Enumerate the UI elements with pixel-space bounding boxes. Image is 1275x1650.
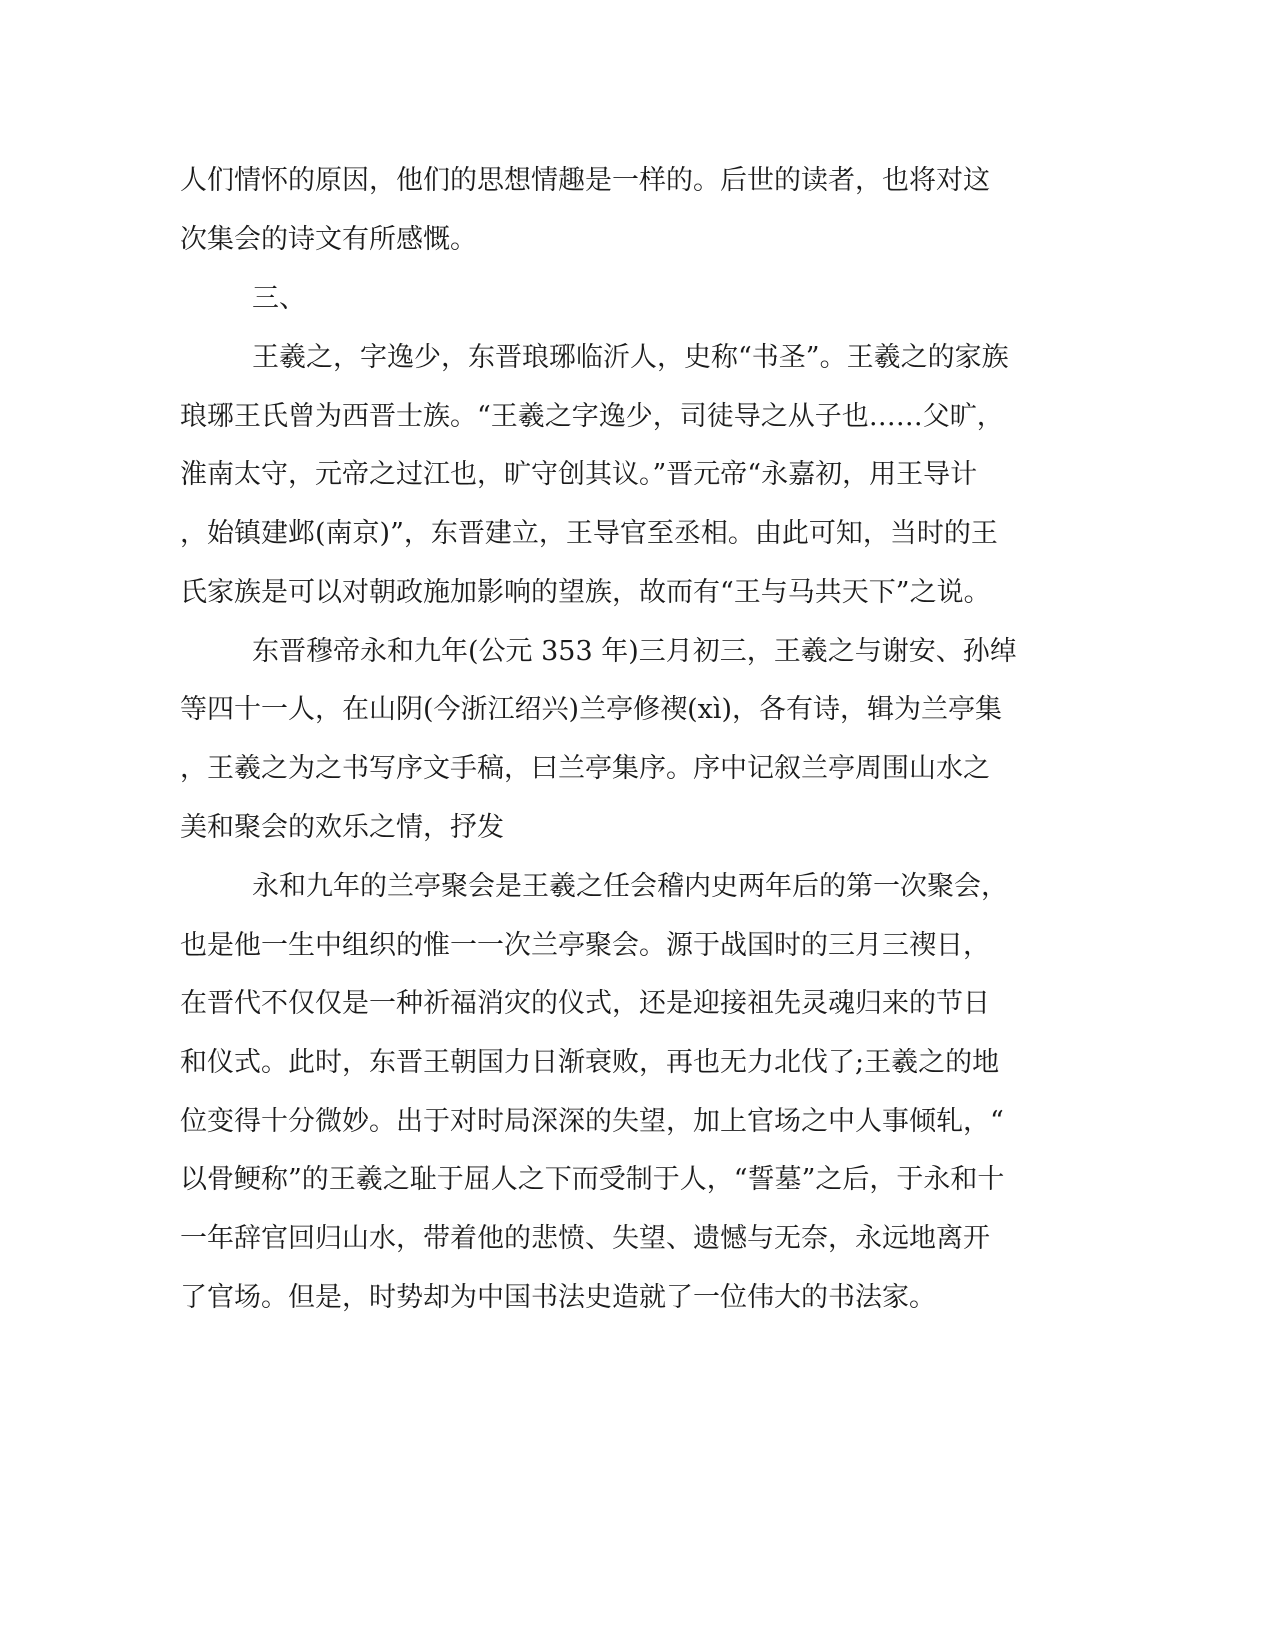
text-line: ，王羲之为之书写序文手稿，曰兰亭集序。序中记叙兰亭周围山水之	[180, 753, 990, 784]
text-line: 美和聚会的欢乐之情，抒发	[180, 812, 504, 843]
text-line: 东晋穆帝永和九年(公元 353 年)三月初三，王羲之与谢安、孙绰	[252, 636, 1017, 667]
text-line: 也是他一生中组织的惟一一次兰亭聚会。源于战国时的三月三禊日，	[180, 930, 990, 961]
text-line: 以骨鲠称”的王羲之耻于屈人之下而受制于人，“誓墓”之后，于永和十	[180, 1164, 1005, 1195]
text-line: 人们情怀的原因，他们的思想情趣是一样的。后世的读者，也将对这	[180, 165, 990, 196]
text-line: 王羲之，字逸少，东晋琅琊临沂人，史称“书圣”。王羲之的家族	[252, 342, 1009, 373]
text-line: 次集会的诗文有所感慨。	[180, 224, 477, 255]
text-line: 和仪式。此时，东晋王朝国力日渐衰败，再也无力北伐了;王羲之的地	[180, 1047, 1000, 1078]
text-line: 等四十一人，在山阴(今浙江绍兴)兰亭修禊(xì)，各有诗，辑为兰亭集	[180, 694, 1002, 725]
text-line: 淮南太守，元帝之过江也，旷守创其议。”晋元帝“永嘉初，用王导计	[180, 459, 978, 490]
text-line: 永和九年的兰亭聚会是王羲之任会稽内史两年后的第一次聚会，	[252, 871, 1008, 902]
text-line: 氏家族是可以对朝政施加影响的望族，故而有“王与马共天下”之说。	[180, 577, 991, 608]
text-line: 一年辞官回归山水，带着他的悲愤、失望、遗憾与无奈，永远地离开	[180, 1223, 990, 1254]
text-line: 在晋代不仅仅是一种祈福消灾的仪式，还是迎接祖先灵魂归来的节日	[180, 988, 990, 1019]
text-line: 位变得十分微妙。出于对时局深深的失望，加上官场之中人事倾轧，“	[180, 1106, 1004, 1137]
text-line: 琅琊王氏曾为西晋士族。“王羲之字逸少，司徒导之从子也……父旷，	[180, 401, 1004, 432]
text-line: 了官场。但是，时势却为中国书法史造就了一位伟大的书法家。	[180, 1282, 936, 1313]
text-line: ，始镇建邺(南京)”，东晋建立，王导官至丞相。由此可知，当时的王	[180, 518, 998, 549]
section-heading: 三、	[252, 283, 306, 314]
